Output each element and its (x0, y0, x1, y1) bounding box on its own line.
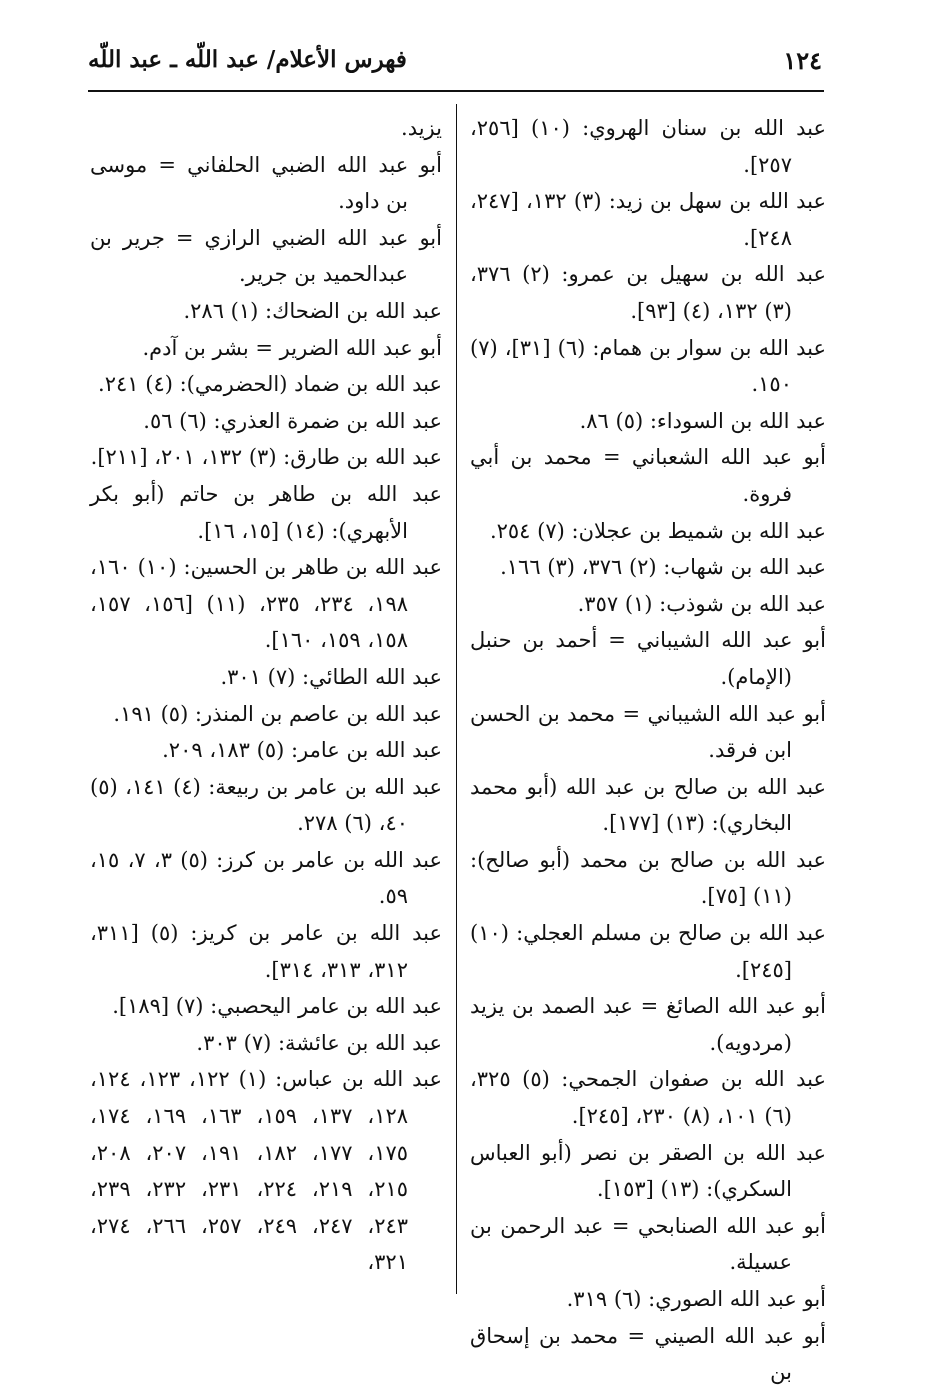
index-entry: أبو عبد الله الصنابحي = عبد الرحمن بن عسيلة. (470, 1213, 826, 1275)
index-entry: أبو عبد الله الضرير = بشر بن آدم. (142, 335, 442, 360)
page-header (88, 46, 824, 92)
index-entry: عبد الله بن صفوان الجمحي: (٥) ٣٢٥، (٦) ١٠١، (٨) ٢٣٠، [٢٤٥]. (470, 1067, 827, 1129)
index-entry: أبو عبد الله الصوري: (٦) ٣١٩. (566, 1287, 826, 1311)
index-entry: عبد الله بن طاهر بن حاتم (أبو بكر الأبهري): (١٤) [١٥، ١٦]. (90, 481, 442, 543)
index-entry: أبو عبد الله الضبي الرازي = جرير بن عبدالحميد بن جرير. (90, 225, 442, 287)
index-entry: عبد الله بن طاهر بن الحسين: (١٠) ١٦٠، ١٩٨، ٢٣٤، ٢٣٥، (١١) [١٥٦، ١٥٧، ١٥٨، ١٥٩، ١٦٠]. (90, 555, 442, 653)
index-entry: عبد الله بن صالح بن محمد (أبو صالح): (١١) [٧٥]. (470, 847, 826, 909)
index-entry: أبو عبد الله الشيباني = محمد بن الحسن ابن فرقد. (470, 701, 826, 763)
index-entry: أبو عبد الله الشيباني = أحمد بن حنبل (الإمام). (470, 628, 826, 689)
index-entry: عبد الله بن شهاب: (٢) ٣٧٦، (٣) ١٦٦. (500, 555, 826, 580)
index-entry: أبو عبد الله الشعباني = محمد بن أبي فروة. (470, 445, 826, 506)
index-entry: أبو عبد الله الصائغ = عبد الصمد بن يزيد (مردويه). (470, 994, 826, 1055)
index-entry: عبد الله بن طارق: (٣) ١٣٢، ٢٠١، [٢١١]. (90, 445, 442, 470)
index-entry: عبد الله بن سوار بن همام: (٦) [٣١]، (٧) ١٥٠. (470, 335, 826, 397)
index-entry: عبد الله بن الصقر بن نصر (أبو العباس السكري): (١٣) [١٥٣]. (470, 1140, 826, 1202)
index-entry: عبد الله بن سنان الهروي: (١٠) [٢٥٦، ٢٥٧]. (470, 116, 827, 177)
index-entry: أبو عبد الله الضبي الحلفاني = موسى بن داود. (90, 152, 442, 214)
index-entry: عبد الله بن سهل بن زيد: (٣) ١٣٢، [٢٤٧، ٢٤٨]. (470, 189, 826, 250)
index-column-right (470, 110, 826, 1391)
index-entry: عبد الله بن صالح بن عبد الله (أبو محمد البخاري): (١٣) [١٧٧]. (470, 774, 826, 836)
index-entry: عبد الله بن عامر: (٥) ١٨٣، ٢٠٩. (162, 738, 442, 763)
index-entry: عبد الله بن عامر بن كريز: (٥) [٣١١، ٣١٢، ٣١٣، ٣١٤]. (90, 921, 442, 982)
index-entry: عبد الله بن السوداء: (٥) ٨٦. (579, 408, 826, 433)
index-entry: عبد الله بن عباس: (١) ١٢٢، ١٢٣، ١٢٤، ١٢٨، ١٣٧، ١٥٩، ١٦٣، ١٦٩، ١٧٤، ١٧٥، ١٧٧، ١٨٢، ١٩١، ٢٠٧، ٢٠٨، ٢١٥، ٢١٩، ٢٢٤، ٢٣١، ٢٣٢، ٢٣٩، ٢٤٣، ٢٤٧، ٢٤٩، ٢٥٧، ٢٦٦، ٢٧٤، ٣٢١، (90, 1067, 442, 1275)
running-title: فهرس الأعلام/ عبد اللّه ـ عبد اللّه (88, 46, 407, 73)
index-entry: عبد الله الطائي: (٧) ٣٠١. (220, 664, 442, 689)
index-entry: عبد الله بن صالح بن مسلم العجلي: (١٠) [٢٤٥]. (470, 921, 826, 982)
column-divider (456, 104, 457, 1294)
index-entry: عبد الله بن عاصم بن المنذر: (٥) ١٩١. (113, 701, 442, 726)
index-entry: عبد الله بن عامر بن ربيعة: (٤) ١٤١، (٥) ٤٠، (٦) ٢٧٨. (90, 774, 442, 836)
index-entry: يزيد. (401, 116, 442, 140)
index-entry: عبد الله بن الضحاك: (١) ٢٨٦. (183, 298, 442, 323)
index-entry: عبد الله بن عامر بن كرز: (٥) ٣، ٧، ١٥، ٥٩. (90, 847, 443, 909)
index-entry: عبد الله بن ضمرة العذري: (٦) ٥٦. (143, 408, 442, 433)
index-entry: عبد الله بن شوذب: (١) ٣٥٧. (577, 591, 826, 616)
index-entry: أبو عبد الله الصيني = محمد بن إسحاق بن (470, 1323, 826, 1385)
index-column-left (90, 110, 442, 1281)
index-entry: عبد الله بن عائشة: (٧) ٣٠٣. (196, 1030, 442, 1055)
index-entry: عبد الله بن سهيل بن عمرو: (٢) ٣٧٦، (٣) ١٣٢، (٤) [٩٣]. (470, 262, 827, 323)
index-entry: عبد الله بن ضماد (الحضرمي): (٤) ٢٤١. (98, 372, 442, 397)
index-entry: عبد الله بن شميط بن عجلان: (٧) ٢٥٤. (489, 518, 826, 543)
index-entry: عبد الله بن عامر اليحصبي: (٧) [١٨٩]. (112, 994, 442, 1019)
page-number: ١٢٤ (783, 46, 822, 75)
